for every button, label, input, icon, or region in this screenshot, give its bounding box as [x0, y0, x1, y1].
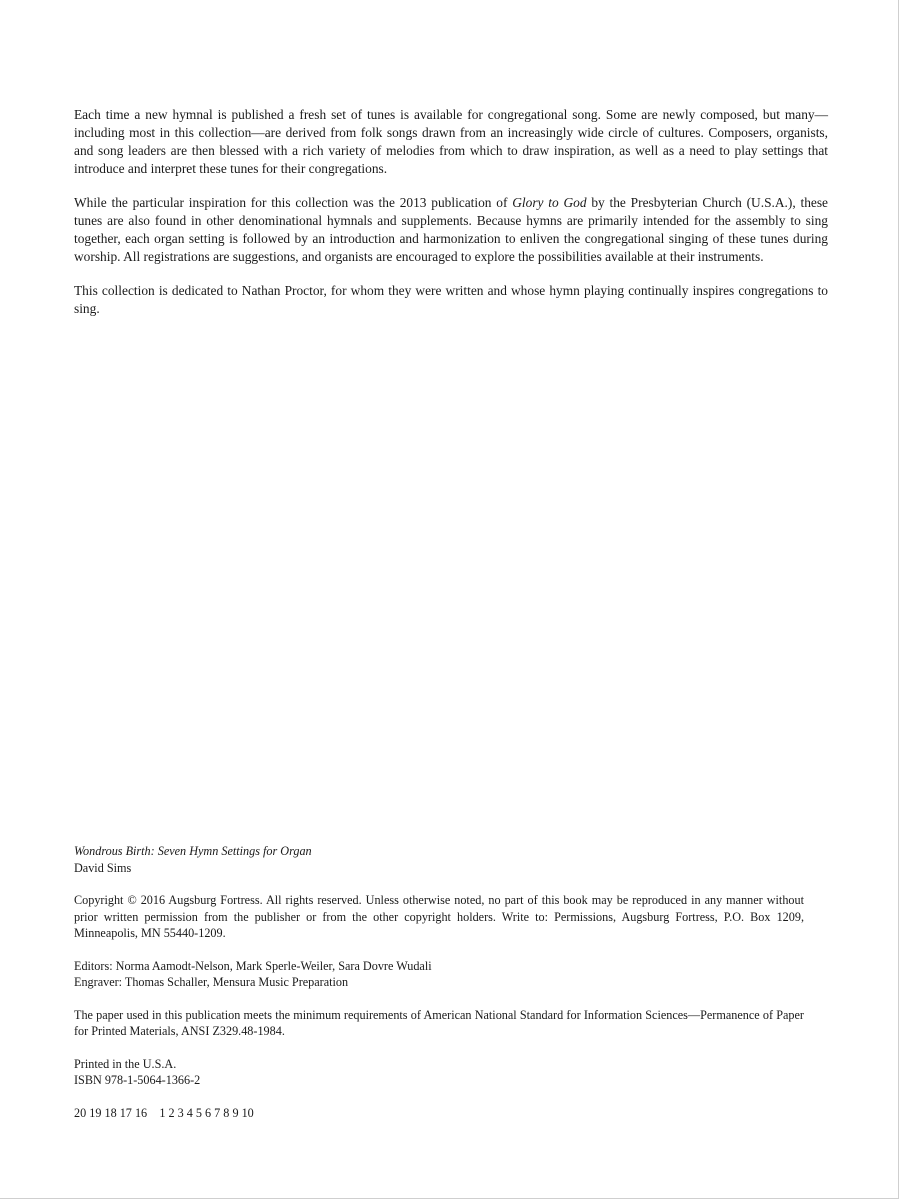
introduction-text	[74, 106, 828, 334]
print-line-block	[74, 1105, 804, 1122]
paper-notice: The paper used in this publication meets the minimum requirements of American National Standard for Information Sciences—Permanence of Paper for Printed Materials, ANSI Z329.48-1984.	[74, 1007, 804, 1038]
printed-in: Printed in the U.S.A.	[74, 1056, 177, 1071]
credits-block	[74, 958, 804, 991]
intro-paragraph-2	[74, 194, 828, 266]
copyright-notice: Copyright © 2016 Augsburg Fortress. All rights reserved. Unless otherwise noted, no part of this book may be reproduced in any manner without prior written permission from the publisher or from the other copyright holders. Write to: Permissions, Augsburg Fortress, P.O. Box 1209, Minneapolis, MN 55440-1209.	[74, 893, 804, 940]
book-title: Wondrous Birth: Seven Hymn Settings for Organ	[74, 844, 312, 858]
editors-credit: Editors: Norma Aamodt-Nelson, Mark Sperle-Weiler, Sara Dovre Wudali	[74, 958, 432, 973]
copyright-colophon	[74, 843, 804, 1137]
printing-block	[74, 1056, 804, 1089]
dedication-paragraph: This collection is dedicated to Nathan Proctor, for whom they were written and whose hymn playing continually inspires congregations to sing.	[74, 283, 828, 316]
intro-paragraph-2-start: While the particular inspiration for this collection was the 2013 publication of	[74, 195, 513, 210]
intro-paragraph-1: Each time a new hymnal is published a fresh set of tunes is available for congregational song. Some are newly composed, but many—including most in this collection—are derived from folk songs drawn from an increasingly wide circle of cultures. Composers, organists, and song leaders are then blessed with a rich variety of melodies from which to draw inspiration, as well as a need to play settings that introduce and interpret these tunes for their congregations.	[74, 107, 828, 176]
engraver-credit: Engraver: Thomas Schaller, Mensura Music Preparation	[74, 975, 349, 989]
isbn: ISBN 978-1-5064-1366-2	[74, 1073, 201, 1087]
printing-number-line: 20 19 18 17 16 1 2 3 4 5 6 7 8 9 10	[74, 1105, 254, 1120]
hymnal-title: Glory to God	[512, 195, 587, 210]
book-author: David Sims	[74, 860, 132, 875]
intro-paragraph-2-end: by the Presbyterian Church (U.S.A.), these tunes are also found in other denominational hymnals and supplements. Because hymns are primarily intended for the assembly to sing together, each organ setting is followed by an introduction and harmonization to enliven the congregational singing of these tunes during worship. All registrations are suggestions, and organists are encouraged to explore the possibilities available at their instruments.	[74, 195, 828, 264]
title-block	[74, 843, 804, 876]
